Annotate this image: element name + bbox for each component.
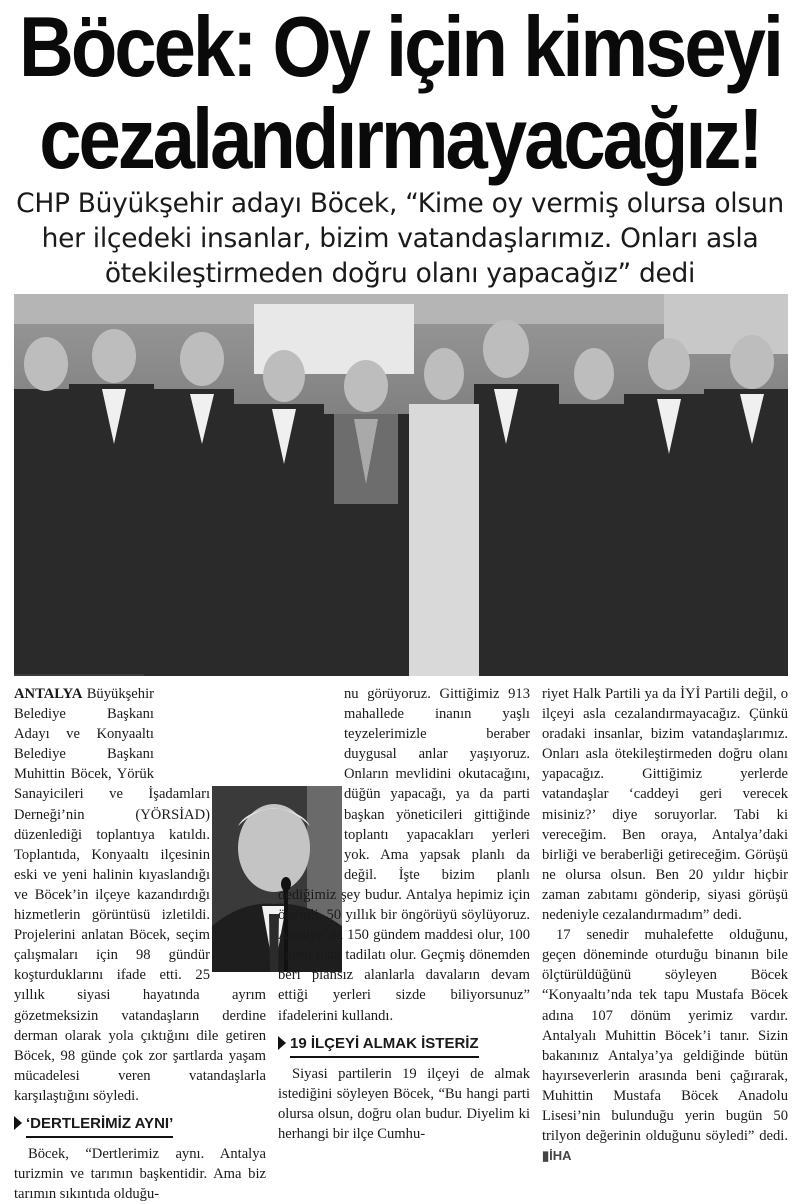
column-3 [542,684,788,1166]
group-photo [14,294,788,676]
deck-line-2: her ilçedeki insanlar, bizim vatandaşlarımız. Onları asla [41,223,759,254]
deck [0,186,800,291]
column-2 [278,684,530,1144]
triangle-bullet-icon [14,1116,22,1130]
subhead-dertlerimiz [14,1112,266,1138]
paragraph-4 [542,925,788,1166]
deck-line-1: CHP Büyükşehir adayı Böcek, “Kime oy vermiş olursa olsun [16,188,784,219]
subhead-2-text: 19 İLÇEYİ ALMAK İSTERİZ [290,1032,479,1058]
headline-line-1: Böcek: Oy için kimseyi [19,0,781,95]
subhead-19-ilce [278,1032,530,1058]
headline [0,2,800,186]
paragraph-3a: Siyasi partilerin 19 ilçeyi de almak istediğini söyleyen Böcek, “Bu hangi parti olursa olsun, doğru olan budur. Diyelim ki herhangi bir ilçe Cumhu- [278,1065,530,1142]
paragraph-3b: riyet Halk Partili ya da İYİ Partili değil, o ilçeyi asla cezalandırmayacağız. Çünkü oradaki insanlar, bizim vatandaşlarımız. Onları asla ötekileştirmeden doğru olanı yapacağız. Gittiğimiz yerlerde vatandaşlar ‘caddeyi geri verecek misiniz?’ diye soruyorlar. Tabi ki vereceğim. Ben oraya, Antalya’daki birliği ve beraberliği getireceğim. Görüşü ne olursa olsun. Ben 20 yıldır hiçbir zaman zabıtamı gönderip, siyasi görüşü nedeniyle cezalandırmadım” dedi. [542,686,788,924]
source-credit: ▮İHA [542,1148,572,1164]
group-photo-icon [14,294,788,676]
paragraph-2b: nu görüyoruz. Gittiğimiz 913 mahallede inanın yaşlı teyzelerimizle beraber duygusal anlar yaşıyoruz. Onların mevlidini okutacağını, düğün yapacağı, ya da parti başkan yöneticileri gittiğinde toplantı yapacakları yerleri yok. Ama yapsak planlı da değil. İşte bizim planlı dediğimiz şey budur. Antalya hepimiz için önemli. 50 yıllık bir öngörüyü söylüyoruz. Antalya’da 150 gündem maddesi olur, 100 tanesi plan tadilatı olur. Geçmiş dönemden beri plansız alanlarla davaların devam ettiği yerleri sizde biliyorsunuz” ifadelerini kullandı. [278,686,530,1024]
paragraph-2a: Böcek, “Dertlerimiz aynı. Antalya turizmin ve tarımın başkentidir. Ama biz tarımın sıkıntıda olduğu- [14,1145,266,1203]
lead-place: ANTALYA [14,686,83,702]
headline-line-2: cezalandırmayacağız! [39,91,761,187]
deck-line-3: ötekileştirmeden doğru olanı yapacağız” dedi [104,258,696,289]
triangle-bullet-icon [278,1036,286,1050]
source-credit-text: İHA [549,1148,572,1164]
subhead-1-text: ‘DERTLERİMİZ AYNI’ [26,1112,173,1138]
paragraph-4-text: 17 senedir muhalefette olduğunu, geçen döneminde oturduğu binanın bile ölçtürüldüğünü söyleyen Böcek “Konyaaltı’nda tek tapu Mustafa Böcek adına 107 dönüm yerimiz vardır. Antalyalı Muhittin Böcek’i tanır. Sizin bakanınız Antalya’ya geldiğinde bütün hayırseverlerin arasında beni çağırarak, Muhittin Mustafa Böcek Anadolu Lisesi’nin bulunduğu yerin bugün 50 trilyon değerinin olduğunu söyledi” dedi. [542,927,788,1145]
paragraph-1: Büyükşehir Belediye Başkanı Adayı ve Konyaaltı Belediye Başkanı Muhittin Böcek, Yörük Sanayicileri ve İşadamları Derneği’nin (YÖRSİAD) düzenlediği toplantıya katıldı. Toplantıda, Konyaaltı ilçesinin eski ve yeni halinin kıyaslandığı ve Böcek’in ilçeye kazandırdığı hizmetlerin görüntüsü izletildi. Projelerini anlatan Böcek, seçim çalışmaları için 98 gündür koşturduklarını ifade etti. 25 yıllık siyasi hayatında ayrım gözetmeksizin vatandaşların derdine derman olarak yola çıktığını dile getiren Böcek, 98 günde çok zor şartlarda yaşam mücadelesi veren vatandaşlarla karşılaştığını söyledi. [14,686,266,1104]
